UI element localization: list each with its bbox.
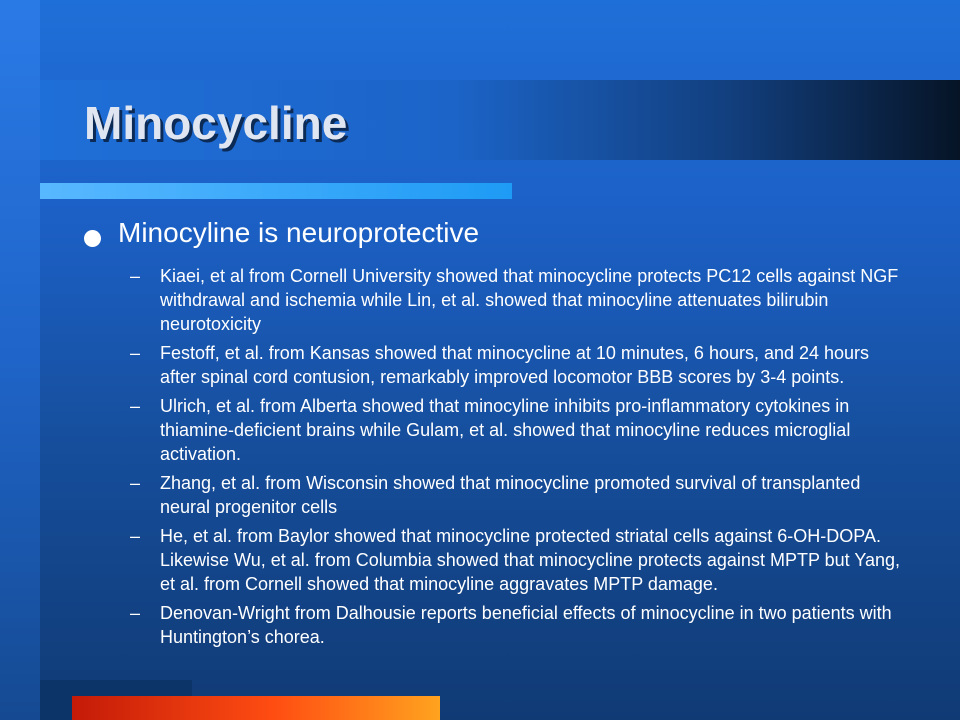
sub-point [80,264,910,336]
sub-point-text: He, et al. from Baylor showed that minocycline protected striatal cells against 6-OH-DOPA. Likewise Wu, et al. from Columbia showed that minocycline protects against MPTP but Yang, et al. from Cornell showed that minocyline aggravates MPTP damage. [160,526,901,594]
sub-point-text: Zhang, et al. from Wisconsin showed that minocycline promoted survival of transplanted neural progenitor cells [160,473,861,517]
main-point-text: Minocyline is neuroprotective [118,217,480,248]
sub-point-text: Denovan-Wright from Dalhousie reports beneficial effects of minocycline in two patients with Huntington’s chorea. [160,603,892,647]
dash-icon: – [130,266,141,286]
sub-point-list [80,264,910,649]
accent-bar [40,183,512,199]
sub-point [80,601,910,649]
sub-point [80,394,910,466]
left-decor-strip [0,0,40,720]
dash-icon: – [130,473,141,493]
bottom-accent-bar [72,696,440,720]
dash-icon: – [130,343,141,363]
dash-icon: – [130,603,141,623]
sub-point [80,341,910,389]
slide-title: Minocycline [84,97,348,149]
sub-point [80,471,910,519]
sub-point-text: Festoff, et al. from Kansas showed that minocycline at 10 minutes, 6 hours, and 24 hours after spinal cord contusion, remarkably improved locomotor BBB scores by 3-4 points. [160,343,870,387]
bullet-dot-icon [84,230,101,247]
sub-point-text: Kiaei, et al from Cornell University showed that minocycline protects PC12 cells against NGF withdrawal and ischemia while Lin, et al. showed that minocyline attenuates bilirubin neurotoxicity [160,266,899,334]
slide-content [80,214,910,654]
dash-icon: – [130,396,141,416]
main-bullet-point [80,214,910,254]
dash-icon: – [130,526,141,546]
sub-point [80,524,910,596]
sub-point-text: Ulrich, et al. from Alberta showed that minocyline inhibits pro-inflammatory cytokines in thiamine-deficient brains while Gulam, et al. showed that minocyline reduces microglial activation. [160,396,851,464]
